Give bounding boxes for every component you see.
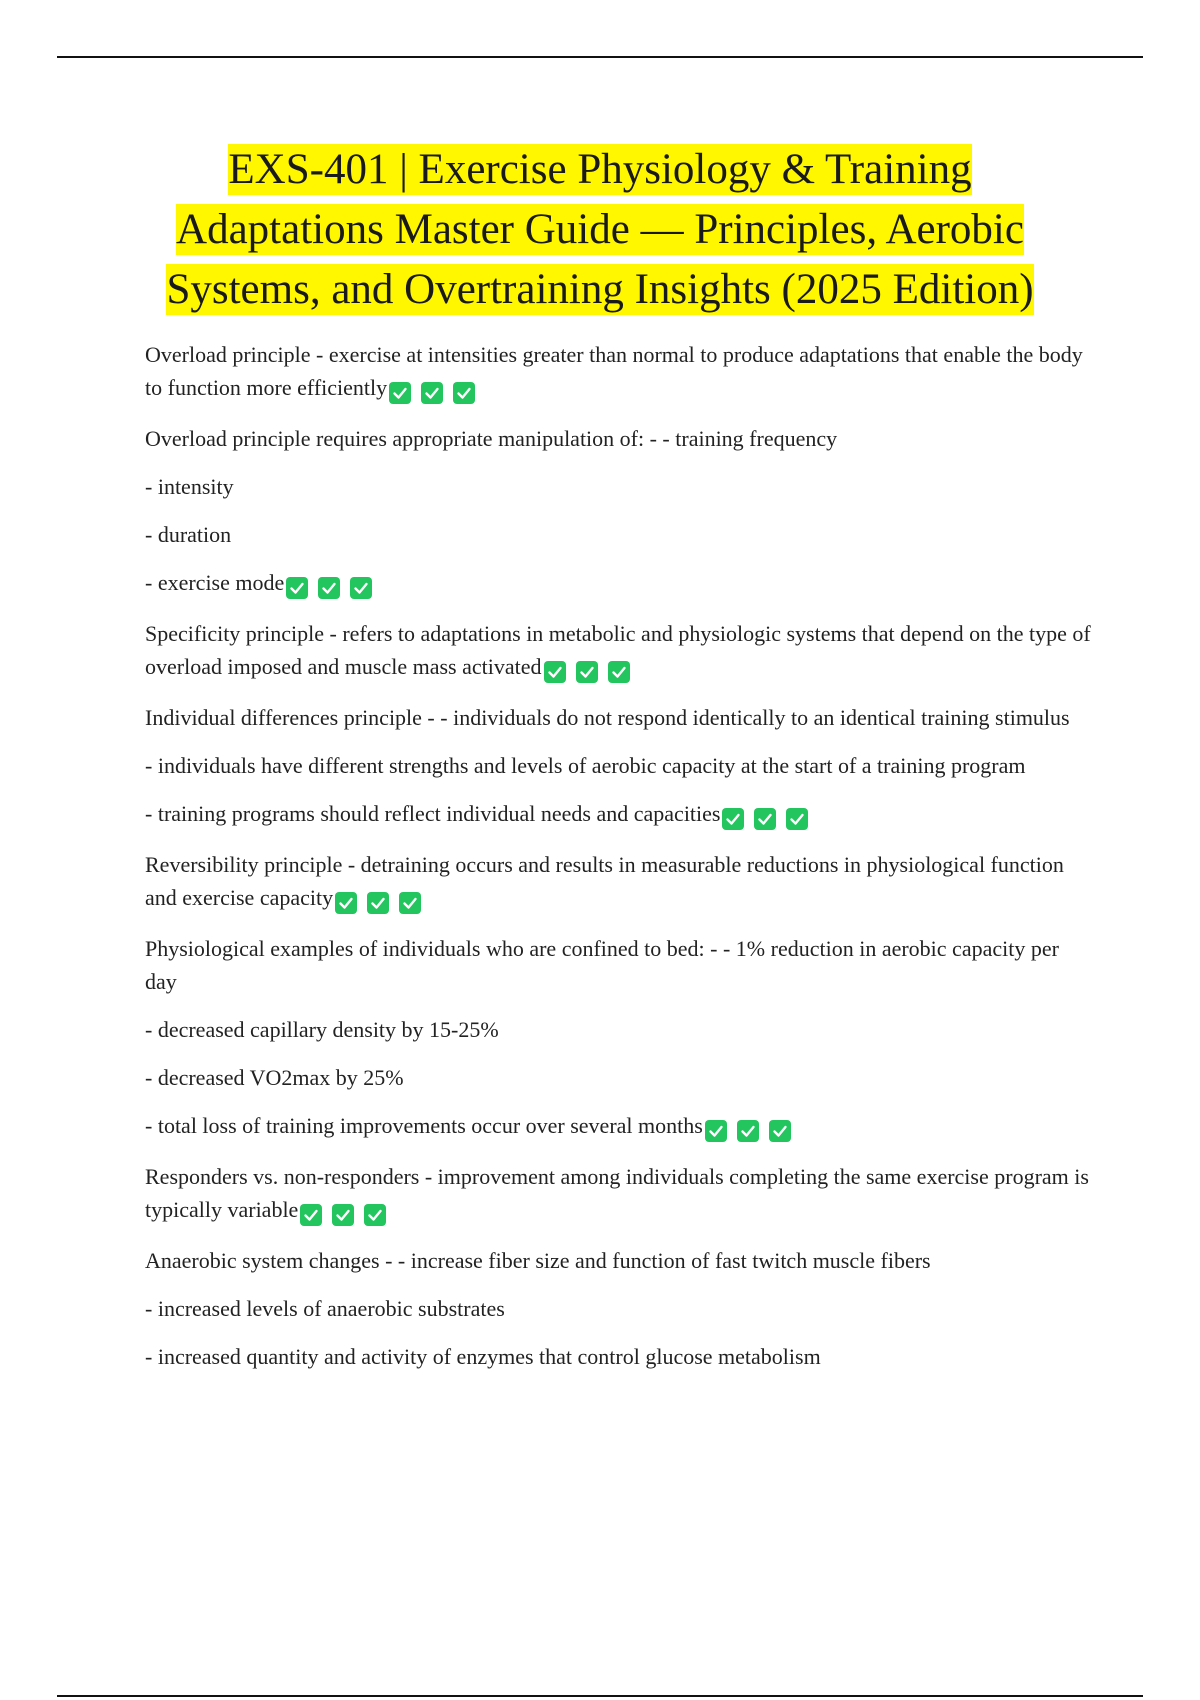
paragraph [145,1160,1095,1229]
check-mark-icon [705,1120,727,1142]
check-mark-icon [754,808,776,830]
checkmark-group [720,800,808,833]
paragraph-text: Physiological examples of individuals who are confined to bed: - - 1% reduction in aerobic capacity per day [145,936,1059,994]
check-mark-icon [286,577,308,599]
paragraph [145,701,1095,734]
check-mark-icon [576,661,598,683]
paragraph [145,848,1095,917]
check-mark-icon [332,1204,354,1226]
document-title [100,140,1100,320]
check-mark-icon [786,808,808,830]
check-mark-icon [367,892,389,914]
check-mark-icon [350,577,372,599]
paragraph-text: - individuals have different strengths and levels of aerobic capacity at the start of a training program [145,753,1026,778]
paragraph-text: - decreased capillary density by 15-25% [145,1017,499,1042]
checkmark-group [333,884,421,917]
paragraph [145,1061,1095,1094]
check-mark-icon [399,892,421,914]
paragraph-text: Overload principle - exercise at intensities greater than normal to produce adaptations that enable the body to function more efficiently [145,342,1083,400]
paragraph [145,1013,1095,1046]
check-mark-icon [318,577,340,599]
paragraph-text: Overload principle requires appropriate manipulation of: - - training frequency [145,426,838,451]
paragraph-text: Individual differences principle - - individuals do not respond identically to an identical training stimulus [145,705,1070,730]
bottom-rule [57,1695,1143,1697]
paragraph-text: - training programs should reflect individual needs and capacities [145,801,721,826]
paragraph-text: - intensity [145,474,234,499]
paragraph-text: - exercise mode [145,570,285,595]
paragraph-text: - total loss of training improvements occur over several months [145,1113,703,1138]
check-mark-icon [389,382,411,404]
checkmark-group [284,569,372,602]
paragraph-text: - duration [145,522,232,547]
document-body [145,338,1095,1388]
check-mark-icon [453,382,475,404]
paragraph [145,518,1095,551]
checkmark-group [542,653,630,686]
paragraph-text: Responders vs. non-responders - improvement among individuals completing the same exercise program is typically variable [145,1164,1089,1222]
paragraph [145,1292,1095,1325]
paragraph-text: - increased levels of anaerobic substrates [145,1296,505,1321]
paragraph [145,1109,1095,1145]
paragraph [145,338,1095,407]
check-mark-icon [300,1204,322,1226]
paragraph [145,1340,1095,1373]
checkmark-group [703,1112,791,1145]
paragraph-text: - decreased VO2max by 25% [145,1065,404,1090]
top-rule [57,56,1143,58]
check-mark-icon [769,1120,791,1142]
paragraph [145,566,1095,602]
check-mark-icon [421,382,443,404]
checkmark-group [387,374,475,407]
title-line: EXS-401 | Exercise Physiology & Training [228,146,972,193]
paragraph [145,422,1095,455]
check-mark-icon [722,808,744,830]
check-mark-icon [608,661,630,683]
check-mark-icon [544,661,566,683]
paragraph [145,749,1095,782]
paragraph [145,797,1095,833]
paragraph-text: - increased quantity and activity of enzymes that control glucose metabolism [145,1344,821,1369]
check-mark-icon [737,1120,759,1142]
check-mark-icon [335,892,357,914]
paragraph-text: Specificity principle - refers to adaptations in metabolic and physiologic systems that depend on the type of overload imposed and muscle mass activated [145,621,1091,679]
paragraph [145,470,1095,503]
paragraph [145,932,1095,998]
check-mark-icon [364,1204,386,1226]
title-line: Adaptations Master Guide — Principles, Aerobic [176,206,1024,253]
paragraph-text: Anaerobic system changes - - increase fiber size and function of fast twitch muscle fibers [145,1248,931,1273]
paragraph-text: Reversibility principle - detraining occurs and results in measurable reductions in physiological function and exercise capacity [145,852,1064,910]
paragraph [145,617,1095,686]
title-line: Systems, and Overtraining Insights (2025 Edition) [166,266,1034,313]
checkmark-group [298,1196,386,1229]
paragraph [145,1244,1095,1277]
